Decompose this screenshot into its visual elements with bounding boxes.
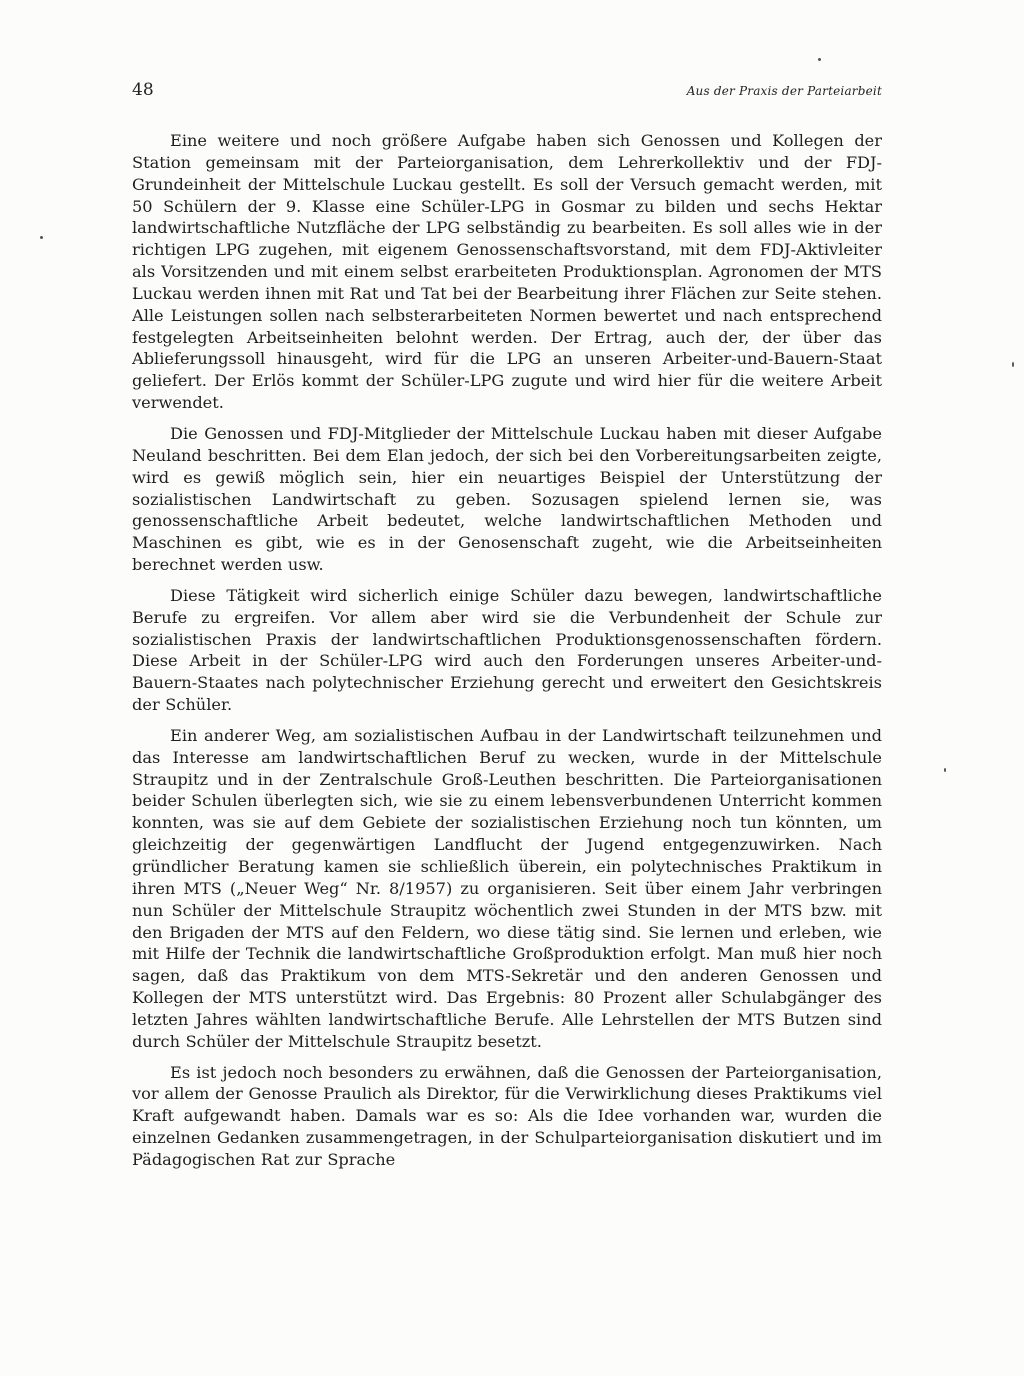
scan-speck <box>40 236 43 239</box>
page-number: 48 <box>132 80 154 100</box>
scan-speck <box>818 58 821 61</box>
paragraph-3: Diese Tätigkeit wird sicherlich einige Schüler dazu bewegen, landwirtschaftliche Berufe zu ergreifen. Vor allem aber wird sie die Verbundenheit der Schule zur sozialistischen Praxis der landwirtschaftlichen Produktionsgenossenschaften fördern. Diese Arbeit in der Schüler-LPG wird auch den Forderungen unseres Arbeiter-und-Bauern-Staates nach polytechnischer Erziehung gerecht und erweitert den Gesichtskreis der Schüler. <box>132 585 882 715</box>
paragraph-4: Ein anderer Weg, am sozialistischen Aufbau in der Landwirtschaft teilzunehmen und das Interesse am landwirtschaftlichen Beruf zu wecken, wurde in der Mittelschule Straupitz und in der Zentralschule Groß-Leuthen beschritten. Die Parteiorganisationen beider Schulen überlegten sich, wie sie zu einem lebensverbundenen Unterricht kommen konnten, was sie auf dem Gebiete der sozialistischen Erziehung noch tun könnten, um gleichzeitig der gegenwärtigen Landflucht der Jugend entgegenzuwirken. Nach gründlicher Beratung kamen sie schließlich überein, ein polytechnisches Praktikum in ihren MTS („Neuer Weg“ Nr. 8/1957) zu organisieren. Seit über einem Jahr verbringen nun Schüler der Mittelschule Straupitz wöchentlich zwei Stunden in der MTS bzw. mit den Brigaden der MTS auf den Feldern, wo diese tätig sind. Sie lernen und erleben, wie mit Hilfe der Technik die landwirtschaftliche Großproduktion erfolgt. Man muß hier noch sagen, daß das Praktikum von dem MTS-Sekretär und den anderen Genossen und Kollegen der MTS unterstützt wird. Das Ergebnis: 80 Prozent aller Schulabgänger des letzten Jahres wählten landwirtschaftliche Berufe. Alle Lehrstellen der MTS Butzen sind durch Schüler der Mittelschule Straupitz besetzt. <box>132 725 882 1051</box>
paragraph-5: Es ist jedoch noch besonders zu erwähnen, daß die Genossen der Parteiorganisation, vor allem der Genosse Praulich als Direktor, für die Verwirklichung dieses Praktikums viel Kraft aufgewandt haben. Damals war es so: Als die Idee vorhanden war, wurden die einzelnen Gedanken zusammengetragen, in der Schulparteiorganisation diskutiert und im Pädagogischen Rat zur Sprache <box>132 1062 882 1169</box>
body-text <box>132 130 882 1180</box>
scan-speck <box>1012 362 1014 367</box>
scan-speck <box>944 768 946 772</box>
running-title: Aus der Praxis der Parteiarbeit <box>686 84 882 98</box>
paragraph-2: Die Genossen und FDJ-Mitglieder der Mittelschule Luckau haben mit dieser Aufgabe Neuland beschritten. Bei dem Elan jedoch, der sich bei den Vorbereitungsarbeiten zeigte, wird es gewiß möglich sein, hier ein neuartiges Beispiel der Unterstützung der sozialistischen Landwirtschaft zu geben. Sozusagen spielend lernen sie, was genossenschaftliche Arbeit bedeutet, welche landwirtschaftlichen Methoden und Maschinen es gibt, wie es in der Genosenschaft zugeht, wie die Arbeitseinheiten berechnet werden usw. <box>132 423 882 575</box>
paragraph-1: Eine weitere und noch größere Aufgabe haben sich Genossen und Kollegen der Station gemeinsam mit der Parteiorganisation, dem Lehrerkollektiv und der FDJ-Grundeinheit der Mittelschule Luckau gestellt. Es soll der Versuch gemacht werden, mit 50 Schülern der 9. Klasse eine Schüler-LPG in Gosmar zu bilden und sechs Hektar landwirtschaftliche Nutzfläche der LPG selbständig zu bearbeiten. Es soll alles wie in der richtigen LPG zugehen, mit eigenem Genossenschaftsvorstand, mit dem FDJ-Aktivleiter als Vorsitzenden und mit einem selbst erarbeiteten Produktionsplan. Agronomen der MTS Luckau werden ihnen mit Rat und Tat bei der Bearbeitung ihrer Flächen zur Seite stehen. Alle Leistungen sollen nach selbsterarbeiteten Normen bewertet und nach entsprechend festgelegten Arbeitseinheiten belohnt werden. Der Ertrag, auch der, der über das Ablieferungssoll hinausgeht, wird für die LPG an unseren Arbeiter-und-Bauern-Staat geliefert. Der Erlös kommt der Schüler-LPG zugute und wird hier für die weitere Arbeit verwendet. <box>132 131 882 413</box>
page-header <box>132 80 882 104</box>
